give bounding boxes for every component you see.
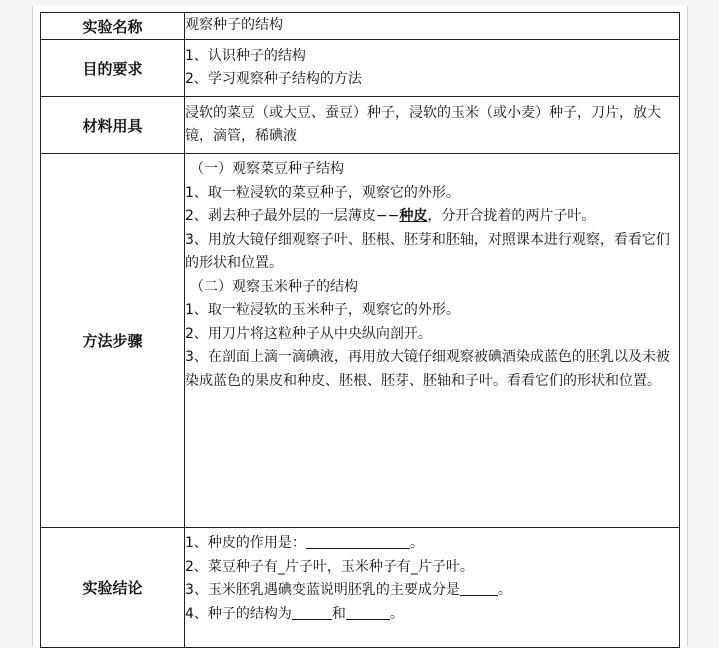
answer-blank bbox=[306, 534, 410, 549]
conclusion-cell bbox=[185, 528, 680, 648]
procedure-step: 3、在剖面上滴一滴碘液，再用放大镜仔细观察被碘酒染成蓝色的胚乳以及未被染成蓝色的果皮和种皮、胚根、胚芽、胚轴和子叶。看看它们的形状和位置。 bbox=[185, 349, 670, 389]
procedure-step bbox=[185, 205, 679, 229]
objectives-cell bbox=[185, 40, 680, 97]
conclusion-item bbox=[185, 532, 679, 556]
objective-item: 1、认识种子的结构 bbox=[185, 47, 306, 64]
answer-blank bbox=[460, 581, 498, 596]
conclusion-text: 。 bbox=[389, 605, 404, 622]
conclusion-item: 2、菜豆种子有_片子叶，玉米种子有_片子叶。 bbox=[185, 558, 474, 575]
experiment-table bbox=[40, 12, 680, 648]
conclusion-text: 。 bbox=[497, 582, 512, 598]
seed-coat-term: 种皮 bbox=[399, 208, 428, 224]
row-label-procedure: 方法步骤 bbox=[41, 154, 185, 528]
conclusion-text: 1、种皮的作用是： bbox=[185, 535, 306, 551]
conclusion-text: 4、种子的结构为 bbox=[185, 605, 292, 622]
experiment-name-cell bbox=[185, 13, 680, 40]
procedure-step: 1、取一粒浸软的菜豆种子，观察它的外形。 bbox=[185, 184, 460, 201]
row-label-materials: 材料用具 bbox=[41, 97, 185, 154]
procedure-step: 2、用刀片将这粒种子从中央纵向剖开。 bbox=[185, 325, 432, 342]
procedure-section-title: （一）观察菜豆种子结构 bbox=[190, 161, 344, 177]
conclusion-item bbox=[185, 579, 679, 603]
conclusion-text: 3、玉米胚乳遇碘变蓝说明胚乳的主要成分是 bbox=[185, 582, 460, 598]
row-label-experiment-name: 实验名称 bbox=[41, 13, 185, 40]
materials-cell bbox=[185, 97, 680, 154]
experiment-name: 观察种子的结构 bbox=[185, 17, 283, 34]
table-row bbox=[41, 528, 680, 648]
row-label-objectives: 目的要求 bbox=[41, 40, 185, 97]
procedure-step: 3、用放大镜仔细观察子叶、胚根、胚芽和胚轴，对照课本进行观察，看看它们的形状和位置。 bbox=[185, 231, 670, 271]
conclusion-text: 和 bbox=[331, 605, 346, 622]
procedure-step: 1、取一粒浸软的玉米种子，观察它的外形。 bbox=[185, 302, 460, 318]
conclusion-item bbox=[185, 603, 679, 627]
procedure-cell bbox=[185, 154, 680, 528]
step-text: 2、剥去种子最外层的一层薄皮−− bbox=[185, 208, 400, 224]
table-row bbox=[41, 40, 680, 97]
step-text: ，分开合拢着的两片子叶。 bbox=[427, 208, 596, 224]
answer-blank bbox=[292, 605, 332, 620]
table-row bbox=[41, 97, 680, 154]
conclusion-text: 。 bbox=[409, 535, 424, 551]
table-row bbox=[41, 154, 680, 528]
row-label-conclusion: 实验结论 bbox=[41, 528, 185, 648]
procedure-section-title: （二）观察玉米种子的结构 bbox=[190, 278, 358, 295]
table-row bbox=[41, 13, 680, 40]
materials-text: 浸软的菜豆（或大豆、蚕豆）种子，浸软的玉米（或小麦）种子，刀片，放大镜，滴管，稀碘液 bbox=[185, 104, 661, 144]
answer-blank bbox=[346, 605, 390, 620]
objective-item: 2、学习观察种子结构的方法 bbox=[185, 71, 362, 87]
